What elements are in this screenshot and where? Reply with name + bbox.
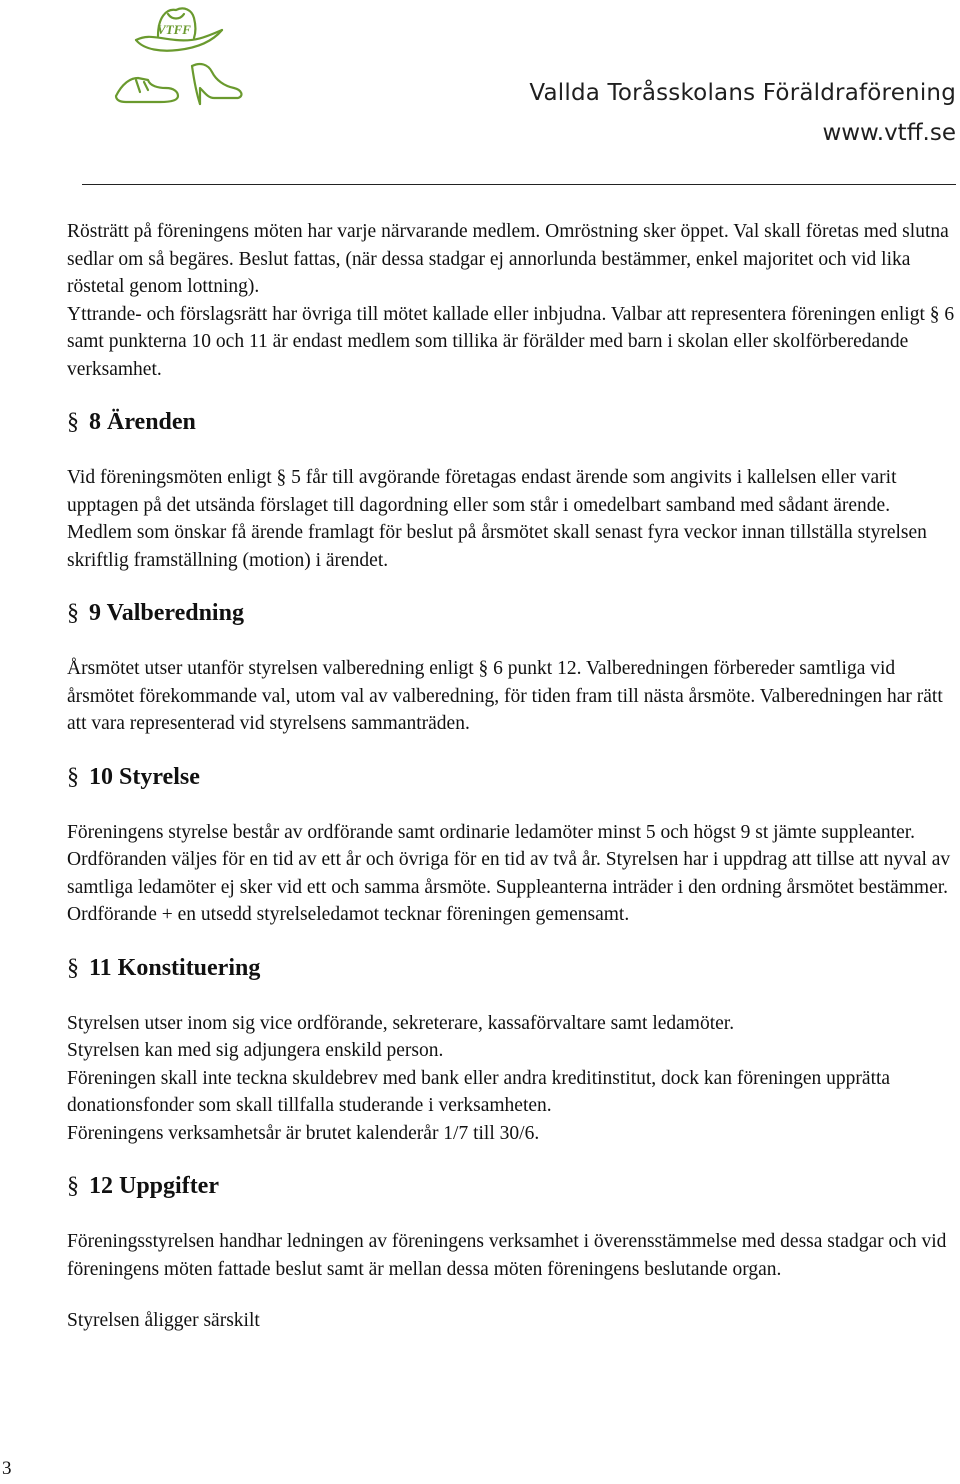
section-symbol: § (67, 763, 79, 790)
header-divider (82, 184, 956, 185)
section-symbol: § (67, 409, 79, 435)
section-heading-konstituering (67, 953, 957, 983)
document-body (67, 218, 957, 1335)
section-title: 9 Valberedning (89, 600, 244, 626)
closing-line: Styrelsen åligger särskilt (67, 1310, 260, 1331)
section-title: 10 Styrelse (89, 763, 200, 790)
section-title: 11 Konstituering (89, 954, 261, 981)
intro-paragraph-2: Yttrande- och förslagsrätt har övriga till mötet kallade eller inbjudna. Valbar att representera föreningen enligt § 6 samt punkterna 10 och 11 är endast medlem som tillika är förälder med barn i skolan eller skolförberedande verksamhet. (67, 303, 955, 380)
section-symbol: § (67, 600, 79, 626)
organization-name: Vallda Toråsskolans Föräldraförening (529, 80, 956, 106)
section-paragraph: Föreningens verksamhetsår är brutet kalenderår 1/7 till 30/6. (67, 1122, 540, 1144)
section-paragraph: Vid föreningsmöten enligt § 5 får till avgörande företagas endast ärende som angivits i kallelsen eller varit upptagen på det utsända förslaget till dagordning eller som står i omedelbart samband med sådant ärende. Medlem som önskar få ärende framlagt för beslut på årsmötet skall senast fyra veckor innan tillställa styrelsen skriftlig framställning (motion) i ärendet. (67, 467, 927, 571)
section-heading-uppgifter (67, 1171, 957, 1201)
section-paragraph: Föreningens styrelse består av ordförande samt ordinarie ledamöter minst 5 och högst 9 st jämte suppleanter. Ordföranden väljes för en tid av ett år och övriga för en tid av två år. Styrelsen har i uppdrag att tillse att nyval av samtliga ledamöter ej sker vid ett och samma årsmöte. Suppleanterna inträder i den ordning årsmötet bestämmer. (67, 821, 951, 898)
section-title: 8 Ärenden (89, 409, 196, 435)
intro-paragraph-1: Rösträtt på föreningens möten har varje närvarande medlem. Omröstning sker öppet. Val skall företas med slutna sedlar om så begäres. Beslut fattas, (när dessa stadgar ej annorlunda bestämmer, enkel majoritet och vid lika röstetal genom lottning). (67, 221, 949, 297)
page-number: 3 (2, 1458, 12, 1479)
section-title: 12 Uppgifter (89, 1173, 219, 1199)
section-paragraph: Föreningsstyrelsen handhar ledningen av föreningens verksamhet i överensstämmelse med dessa stadgar och vid föreningens möten fattade beslut samt är mellan dessa möten föreningens beslutande organ. (67, 1231, 947, 1280)
section-paragraph: Styrelsen utser inom sig vice ordförande, sekreterare, kassaförvaltare samt ledamöter. (67, 1012, 735, 1034)
vtff-logo (96, 0, 252, 118)
section-paragraph: Årsmötet utser utanför styrelsen valberedning enligt § 6 punkt 12. Valberedningen förbereder samtliga vid årsmötet förekommande val, utom val av valberedning, för tiden fram till nästa årsmöte. Valberedningen har rätt att vara representerad vid styrelsens sammanträden. (67, 658, 943, 734)
section-heading-arenden (67, 407, 957, 437)
section-paragraph: Föreningen skall inte teckna skuldebrev med bank eller andra kreditinstitut, dock kan föreningen upprätta donationsfonder som skall tillfalla studerande i verksamheten. (67, 1067, 891, 1116)
svg-text:VTFF: VTFF (157, 22, 191, 37)
section-heading-valberedning (67, 598, 957, 628)
section-symbol: § (67, 954, 79, 981)
section-symbol: § (67, 1173, 79, 1199)
organization-url[interactable]: www.vtff.se (822, 120, 956, 146)
section-paragraph: Ordförande + en utsedd styrelseledamot tecknar föreningen gemensamt. (67, 904, 630, 925)
section-heading-styrelse (67, 762, 957, 792)
section-paragraph: Styrelsen kan med sig adjungera enskild person. (67, 1040, 444, 1061)
